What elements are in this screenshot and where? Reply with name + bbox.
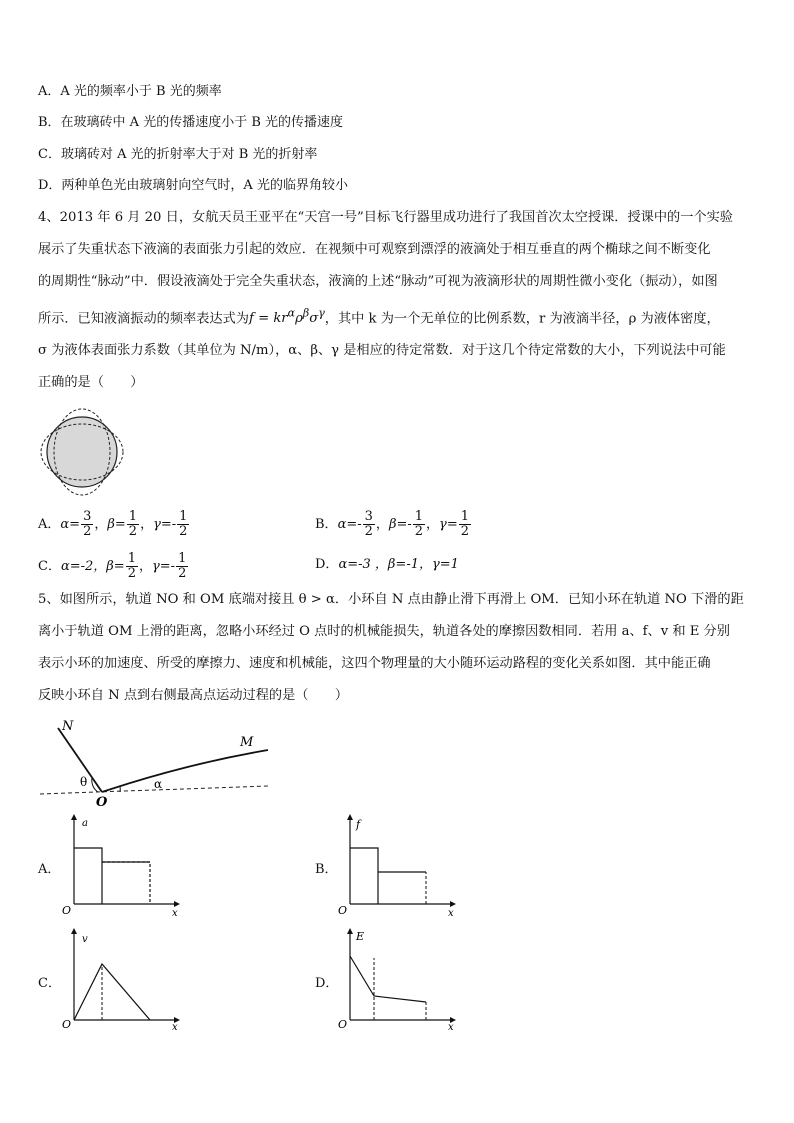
option-c-text: α=-2，β= <box>60 559 125 574</box>
graph-b-ylabel: f <box>356 818 361 831</box>
x-arrow <box>174 901 180 907</box>
label-alpha: α <box>154 777 163 791</box>
graph-a <box>60 812 190 918</box>
graph-b-origin: O <box>338 904 348 917</box>
q3-option-d: D．两种单色光由玻璃射向空气时，A 光的临界角较小 <box>38 178 348 193</box>
graph-a-origin: O <box>62 904 72 917</box>
graph-d-option: D． <box>315 976 339 991</box>
y-arrow <box>71 928 77 934</box>
option-d-text: α=-3 ，β=-1，γ=1 <box>338 557 459 572</box>
track-OM <box>102 750 268 792</box>
option-c-label: C． <box>38 559 61 574</box>
graph-b-segment-1 <box>350 848 378 904</box>
q4-stem <box>38 202 760 399</box>
label-theta: θ <box>80 775 88 789</box>
droplet-figure <box>36 404 132 500</box>
graph-c <box>60 926 190 1032</box>
q4-line-6: 正确的是（ ） <box>38 375 144 391</box>
option-a-label: A． <box>38 517 61 532</box>
graph-d <box>336 926 466 1032</box>
q4-line-1: 4、2013 年 6 月 20 日，女航天员王亚平在“天宫一号”目标飞行器里成功进行了我国首次太空授课．授课中的一个实验 <box>38 210 733 225</box>
graph-c-origin: O <box>62 1018 72 1031</box>
q5-line-2: 离小于轨道 OM 上滑的距离，忽略小环经过 O 点时的机械能损失，轨道各处的摩擦因数相同．若用 a、f、v 和 E 分别 <box>38 624 730 639</box>
droplet-circle <box>47 417 117 487</box>
q4-line-4 <box>38 298 760 335</box>
q5-line-3: 表示小环的加速度、所受的摩擦力、速度和机械能，这四个物理量的大小随环运动路程的变化关系如图．其中能正确 <box>38 656 711 671</box>
graph-c-line <box>74 964 150 1020</box>
graph-c-ylabel: v <box>82 934 88 945</box>
y-arrow <box>347 814 353 820</box>
q4-line-5: σ 为液体表面张力系数（其单位为 N/m），α、β、γ 是相应的待定常数．对于这几个待定常数的大小，下列说法中可能 <box>38 343 726 359</box>
graph-d-origin: O <box>338 1018 348 1031</box>
q5-line-4: 反映小环自 N 点到右侧最高点运动过程的是（ ） <box>38 688 349 703</box>
q3-option-c: C．玻璃砖对 A 光的折射率大于对 B 光的折射率 <box>38 147 318 162</box>
graph-d-ylabel: E <box>356 930 365 943</box>
x-arrow <box>450 901 456 907</box>
q4-option-d <box>315 554 459 576</box>
q3-option-a: A．A 光的频率小于 B 光的频率 <box>38 84 222 99</box>
graph-c-xlabel: x <box>172 1022 178 1032</box>
y-arrow <box>71 814 77 820</box>
q4-line-2: 展示了失重状态下液滴的表面张力引起的效应．在视频中可观察到漂浮的液滴处于相互垂直的两个椭球之间不断变化 <box>38 242 711 257</box>
graph-c-option: C． <box>38 976 61 991</box>
q5-stem <box>38 584 760 712</box>
graph-b-xlabel: x <box>448 908 454 918</box>
option-b-label: B． <box>315 517 338 532</box>
label-N: N <box>62 719 74 734</box>
q4-option-b: B．α=- $\frac{3}{2}$ ，β=- $\frac{1}{2}$ ，γ= $\frac{1}{2}$ <box>315 509 469 539</box>
graph-d-line <box>350 956 426 1002</box>
q4-option-c: C．α=-2，β= $\frac{1}{2}$ ，γ=- $\frac{1}{2}$ <box>38 551 187 581</box>
graph-a-segment-2 <box>102 862 150 904</box>
label-O: O <box>96 795 108 806</box>
q3-option-b: B．在玻璃砖中 A 光的传播速度小于 B 光的传播速度 <box>38 115 344 130</box>
graph-b-option: B． <box>315 862 338 877</box>
label-M: M <box>240 735 254 750</box>
y-arrow <box>347 928 353 934</box>
q4-line-4b: ，其中 k 为一个无单位的比例系数，r 为液滴半径，ρ 为液体密度， <box>324 311 720 327</box>
q4-line-4a: 所示．已知液滴振动的频率表达式为 <box>38 311 249 327</box>
graph-a-xlabel: x <box>172 908 178 918</box>
q4-option-a: A．α= $\frac{3}{2}$ ，β= $\frac{1}{2}$ ，γ=- $\frac{1}{2}$ <box>38 509 188 539</box>
track-figure <box>36 716 276 806</box>
graph-d-xlabel: x <box>448 1022 454 1032</box>
frequency-formula: $f = kr^\alpha\rho^\beta\sigma^\gamma$ <box>249 307 325 327</box>
q4-line-3: 的周期性“脉动”中．假设液滴处于完全失重状态，液滴的上述“脉动”可视为液滴形状的周期性微小变化（振动），如图 <box>38 274 718 289</box>
graph-a-option: A． <box>38 862 61 877</box>
graph-a-ylabel: a <box>82 818 88 829</box>
q5-line-1: 5、如图所示，轨道 NO 和 OM 底端对接且 θ > α．小环自 N 点由静止滑下再滑上 OM．已知小环在轨道 NO 下滑的距 <box>38 592 744 607</box>
option-d-label: D． <box>315 557 339 572</box>
formula-main: f = kr <box>249 311 288 327</box>
graph-a-segment-1 <box>74 848 102 904</box>
graph-b <box>336 812 466 918</box>
